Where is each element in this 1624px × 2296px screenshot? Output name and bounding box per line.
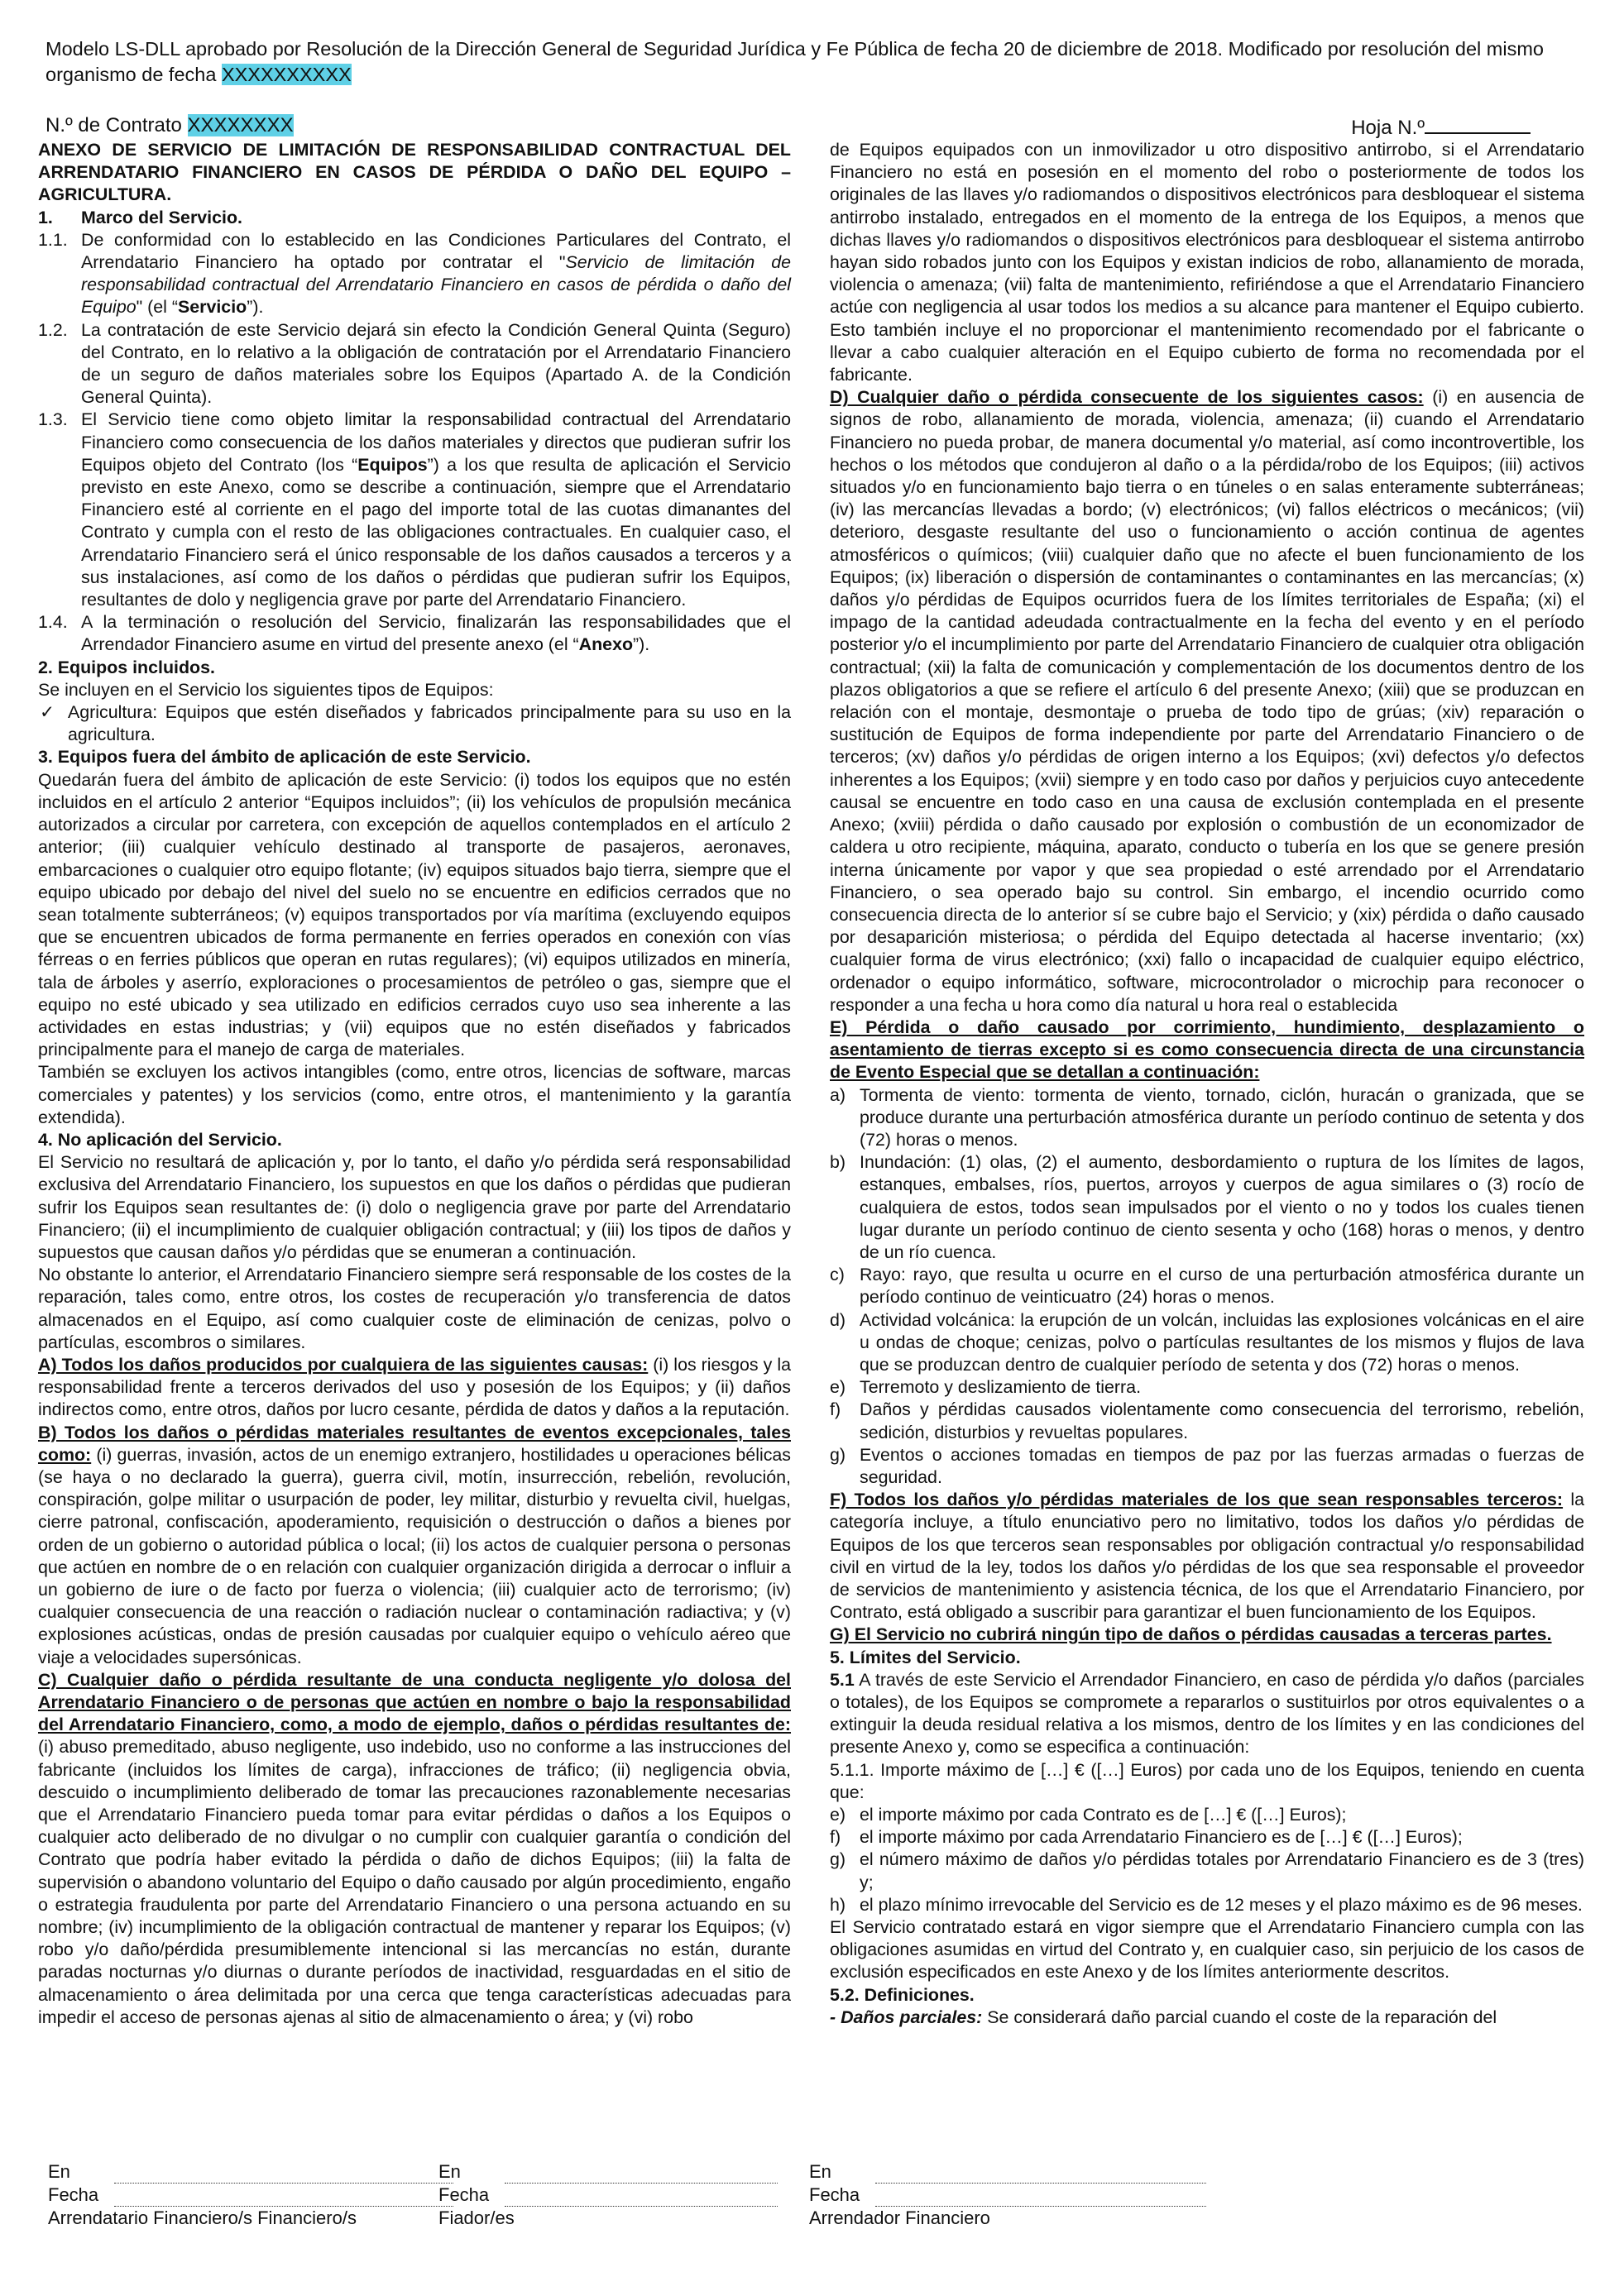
exclusion-heading: F) Todos los daños y/o pérdidas materiales de los que sean responsables terceros: [830, 1490, 1564, 1510]
exclusion-heading: D) Cualquier daño o pérdida consecuente de los siguientes casos: [830, 387, 1424, 408]
list-item [830, 1444, 1584, 1489]
signatory-role: Arrendador Financiero [809, 2208, 990, 2228]
clause-text: A la terminación o resolución del Servicio, finalizarán las responsabilidades que el Arrendador Financiero asume en virtud del presente anexo (el “Anexo”). [81, 612, 791, 655]
definition-partial-damage: - Daños parciales: Se considerará daño parcial cuando el coste de la reparación del [830, 2007, 1497, 2027]
clause-1-4 [38, 611, 791, 656]
clause-text: El Servicio tiene como objeto limitar la responsabilidad contractual del Arrendatario Financiero como consecuencia de los daños materiales y directos que pudieran sufrir los Equipos objeto del Contrato (los “Equipos”) a los que resulta de aplicación el Servicio previsto en este Anexo, como se describe a continuación, siempre que el Arrendatario Financiero esté al corriente en el pago del importe total de las cuotas dimanantes del Contrato y cumpla con el resto de las obligaciones contractuales. En cualquier caso, el Arrendatario Financiero será el único responsable de los daños causados a terceros y a sus instalaciones, así como de los daños o pérdidas que pudieran sufrir los Equipos, resultantes de dolo y negligencia grave por parte del Arrendatario Financiero. [81, 409, 791, 610]
section-3-heading: 3. Equipos fuera del ámbito de aplicación de este Servicio. [38, 747, 531, 768]
section-5-heading: 5. Límites del Servicio. [830, 1647, 1021, 1667]
sheet-number [1351, 114, 1531, 140]
clause-1-3 [38, 409, 791, 611]
list-item-marker: g) [830, 1849, 846, 1870]
exclusion-c: C) Cualquier daño o pérdida resultante de una conducta negligente y/o dolosa del Arrendatario Financiero o de personas que actúen en nombre o bajo la responsabilidad del Arrendatario Financiero, como, a modo de ejemplo, daños o pérdidas resultantes de: (i) abuso premeditado, abuso negligente, uso indebido, uso no conforme a las instrucciones del fabricante (incluidos los límites de carga), infracciones de tráfico; (ii) negligencia obvia, descuido o incumplimiento deliberado de tomar las precauciones razonablemente necesarias que el Arrendatario Financiero pueda tomar para evitar pérdidas o daños a los Equipos o cualquier acto deliberado de no divulgar o no cumplir con cualquier garantía o condición del Contrato que podría haber evitado la pérdida o daño de dichos Equipos; (iii) la falta de supervisión o abandono voluntario del Equipo o daño causado por algún procedimiento, engaño o estrategia fraudulenta por parte del Arrendatario Financiero o una persona actuando en su nombre; (iv) incumplimiento de la obligación contractual de mantener y reparar los Equipos; (v) robo y/o daño/pérdida presumiblemente intencional si las mercancías no están, durante paradas nocturnas y/o diurnas o durante períodos de inactividad, resguardadas en el sitio de almacenamiento o área delimitada por una cerca que tenga características adecuadas para impedir el acceso de personas ajenas al sitio de almacenamiento o área; y (vi) robo [38, 1669, 791, 2027]
signature-block-lessor [809, 2160, 1206, 2230]
signature-block-lessee [48, 2160, 453, 2230]
header-date-placeholder: XXXXXXXXXX [221, 64, 352, 85]
list-item-marker: a) [830, 1084, 846, 1105]
place-field[interactable] [505, 2171, 778, 2184]
limits-list [830, 1804, 1584, 1916]
list-item-marker: e) [830, 1805, 846, 1825]
section-4-paragraph: El Servicio no resultará de aplicación y, por lo tanto, el daño y/o pérdida será responsabilidad exclusiva del Arrendatario Financiero, los supuestos en que los daños o pérdidas que pudieran sufrir los Equipos sean resultantes de: (i) dolo o negligencia grave por parte del Arrendatario Financiero; (ii) el incumplimiento de cualquier obligación contractual; y (iii) los tipos de daños y supuestos que causan daños y/o pérdidas que se enumeran a continuación. [38, 1152, 791, 1262]
list-item-marker: b) [830, 1152, 846, 1173]
date-label: Fecha [438, 2184, 490, 2205]
list-item [830, 1264, 1584, 1308]
checkmark-icon: ✓ [40, 702, 55, 723]
exclusion-heading: B) Todos los daños o pérdidas materiales resultantes de eventos excepcionales, tales como: [38, 1422, 791, 1465]
clause-5-1-1: 5.1.1. Importe máximo de […] € ([…] Euros) por cada uno de los Equipos, teniendo en cuenta que: [830, 1759, 1584, 1802]
list-item-marker: g) [830, 1444, 846, 1465]
list-item-text: Agricultura: Equipos que estén diseñados y fabricados principalmente para su uso en la agricultura. [68, 702, 791, 745]
list-item-text: Inundación: (1) olas, (2) el aumento, desbordamiento o ruptura de los límites de lagos, estanques, embalses, ríos, puertos, arroyos y cuerpos de agua similares o (3) rocío de cualquiera de estos, todos sean impulsados por el viento o no y todos los cuales tienen lugar durante un período continuo de ciento sesenta y ocho (168) horas o menos, y dentro de un río cuenca. [860, 1152, 1584, 1262]
definitions-heading: 5.2. Definiciones. [830, 1984, 975, 2005]
list-item [830, 1804, 1584, 1826]
place-label: En [438, 2161, 461, 2182]
signatory-role: Arrendatario Financiero/s Financiero/s [48, 2208, 357, 2228]
sheet-label: Hoja N.º [1351, 117, 1425, 139]
list-item [830, 1399, 1584, 1443]
section-5-paragraph: El Servicio contratado estará en vigor siempre que el Arrendatario Financiero cumpla con las obligaciones asumidas en virtud del Contrato y, en cualquier caso, sin perjuicio de los casos de exclusión especificados en este Anexo y de los límites anteriormente descritos. [830, 1917, 1584, 1983]
list-item-marker: c) [830, 1265, 845, 1285]
section-4-heading: 4. No aplicación del Servicio. [38, 1129, 282, 1150]
section-2-intro: Se incluyen en el Servicio los siguientes tipos de Equipos: [38, 679, 494, 700]
list-item [830, 1849, 1584, 1893]
section-1-heading [38, 207, 791, 229]
date-field[interactable] [505, 2194, 778, 2207]
annex-title: ANEXO DE SERVICIO DE LIMITACIÓN DE RESPONSABILIDAD CONTRACTUAL DEL ARRENDATARIO FINANCIERO EN CASOS DE PÉRDIDA O DAÑO DEL EQUIPO – AGRICULTURA. [38, 140, 791, 205]
list-item-text: el importe máximo por cada Arrendatario Financiero es de […] € ([…] Euros); [860, 1827, 1463, 1848]
list-item-text: Daños y pérdidas causados violentamente como consecuencia del terrorismo, rebelión, sedición, disturbios y revueltas populares. [860, 1399, 1584, 1442]
exclusion-heading: C) Cualquier daño o pérdida resultante de una conducta negligente y/o dolosa del Arrendatario Financiero o de personas que actúen en nombre o bajo la responsabilidad del Arrendatario Financiero, como, a modo de ejemplo, daños o pérdidas resultantes de: [38, 1669, 791, 1735]
contract-number [46, 114, 294, 137]
clause-number: 1.1. [38, 229, 68, 250]
clause-1-2 [38, 319, 791, 409]
clause-number: 1.2. [38, 319, 68, 340]
clause-text: La contratación de este Servicio dejará sin efecto la Condición General Quinta (Seguro) del Contrato, en lo relativo a la obligación de contratación por el Arrendatario Financiero de un seguro de daños materiales sobre los Equipos (Apartado A. de la Condición General Quinta). [81, 319, 791, 408]
date-label: Fecha [809, 2184, 860, 2205]
clause-5-1: 5.1 A través de este Servicio el Arrendador Financiero, en caso de pérdida y/o daños (parciales o totales), de los Equipos se compromete a repararlos o sustituirlos por otros equivalentes o a extinguir la deuda residual relativa a los mismos, dentro de los límites y en las condiciones del presente Anexo y, como se especifica a continuación: [830, 1669, 1584, 1758]
date-field[interactable] [114, 2194, 453, 2207]
section-2-heading: 2. Equipos incluidos. [38, 657, 215, 677]
list-item [830, 1084, 1584, 1152]
section-4-paragraph: No obstante lo anterior, el Arrendatario Financiero siempre será responsable de los costes de la reparación, tales como, entre otros, los costes de recuperación y/o transferencia de datos almacenados en el Equipo, así como cualquier coste de eliminación de cenizas, polvo o partículas, escombros o similares. [38, 1265, 791, 1352]
section-number: 1. [38, 207, 53, 227]
list-item-text: Rayo: rayo, que resulta u ocurre en el curso de una perturbación atmosférica durante un período continuo de veinticuatro (24) horas o menos. [860, 1265, 1584, 1308]
list-item-marker: f) [830, 1399, 841, 1420]
section-3-paragraph: También se excluyen los activos intangibles (como, entre otros, licencias de software, marcas comerciales y patentes) y los servicios (como, entre otros, el mantenimiento y la garantía extendida). [38, 1062, 791, 1127]
special-events-list [830, 1084, 1584, 1490]
list-item-text: Actividad volcánica: la erupción de un volcán, incluidas las explosiones volcánicas en el aire u ondas de choque; cenizas, polvo o partículas resultantes de los mismos y flujos de lava que se produzcan dentro de cualquier período de setenta y dos (72) horas o menos. [860, 1309, 1584, 1375]
list-item-text: el plazo mínimo irrevocable del Servicio es de 12 meses y el plazo máximo es de 96 meses. [860, 1894, 1583, 1915]
clause-text: De conformidad con lo establecido en las Condiciones Particulares del Contrato, el Arrendatario Financiero ha optado por contratar el "Servicio de limitación de responsabilidad contractual del Arrendatario Financiero en casos de pérdida o daño del Equipo" (el “Servicio”). [81, 229, 791, 318]
exclusion-g: G) El Servicio no cubrirá ningún tipo de daños o pérdidas causadas a terceras partes. [830, 1624, 1552, 1645]
place-label: En [48, 2161, 70, 2182]
place-field[interactable] [875, 2171, 1206, 2184]
clause-number: 1.4. [38, 612, 68, 633]
list-item [830, 1826, 1584, 1849]
list-item [830, 1376, 1584, 1399]
clause-1-1 [38, 229, 791, 319]
exclusion-e-heading: E) Pérdida o daño causado por corrimiento, hundimiento, desplazamiento o asentamiento de tierras excepto si es como consecuencia directa de una circunstancia de Evento Especial que se detallan a continuación: [830, 1016, 1584, 1083]
exclusion-f: F) Todos los daños y/o pérdidas materiales de los que sean responsables terceros: la categoría incluye, a título enunciativo pero no limitativo, todos los daños y/o pérdidas de Equipos de los que terceros sean responsables por obligación contractual y/o responsabilidad civil en virtud de la ley, todos los daños y/o pérdidas de los que sea responsable el proveedor de servicios de mantenimiento y asistencia técnica, de los que el Arrendatario Financiero, por Contrato, está obligado a suscribir para garantizar el buen funcionamiento de los Equipos. [830, 1490, 1584, 1623]
section-title: Marco del Servicio. [81, 207, 242, 227]
contract-value: XXXXXXXX [187, 114, 294, 136]
list-item [830, 1894, 1584, 1916]
list-item-marker: f) [830, 1827, 841, 1848]
signatory-role: Fiador/es [438, 2208, 515, 2228]
list-item-marker: d) [830, 1309, 846, 1330]
sheet-number-blank [1425, 114, 1531, 134]
list-item-text: Terremoto y deslizamiento de tierra. [860, 1377, 1142, 1398]
list-item-text: Eventos o acciones tomadas en tiempos de paz por las fuerzas armadas o fuerzas de seguridad. [860, 1444, 1584, 1487]
list-item-text: Tormenta de viento: tormenta de viento, tornado, ciclón, huracán o granizada, que se produce durante una perturbación atmosférica durante un período continuo de setenta y dos (72) horas o menos. [860, 1084, 1584, 1150]
signature-block-guarantor [438, 2160, 778, 2230]
date-field[interactable] [875, 2194, 1206, 2207]
list-item-text: el número máximo de daños y/o pérdidas totales por Arrendatario Financiero es de 3 (tres) y; [860, 1849, 1584, 1892]
list-item-text: el importe máximo por cada Contrato es de […] € ([…] Euros); [860, 1805, 1347, 1825]
right-column [830, 139, 1584, 2029]
exclusion-b: B) Todos los daños o pérdidas materiales resultantes de eventos excepcionales, tales como: (i) guerras, invasión, actos de un enemigo extranjero, hostilidades u operaciones bélicas (se haya o no declarado la guerra), guerra civil, motín, insurrección, rebelión, revolución, conspiración, golpe militar o usurpación de poder, ley militar, disturbio y revuelta civil, huelgas, cierre patronal, confiscación, apoderamiento, requisición o destrucción o daños a bienes por orden de un gobierno o autoridad pública o local; (ii) los actos de cualquier persona o personas que actúen en nombre de o en relación con cualquier organización dirigida a derrocar o influir a un gobierno de iure o de facto por fuerza o violencia; (iii) cualquier acto de terrorismo; (iv) cualquier consecuencia de una reacción o radiación nuclear o contaminación radiactiva; y (v) explosiones acústicas, ondas de presión causadas por cualquier equipo o vehículo aéreo que viaje a velocidades supersónicas. [38, 1422, 791, 1667]
included-equipment-item [38, 701, 791, 746]
clause-number: 1.3. [38, 409, 68, 430]
definition-term: - Daños parciales: [830, 2007, 983, 2027]
list-item [830, 1309, 1584, 1377]
list-item-marker: e) [830, 1377, 846, 1398]
date-label: Fecha [48, 2184, 99, 2205]
list-item [830, 1151, 1584, 1264]
exclusion-heading: A) Todos los daños producidos por cualquiera de las siguientes causas: [38, 1354, 649, 1375]
section-3-paragraph: Quedarán fuera del ámbito de aplicación de este Servicio: (i) todos los equipos que no estén incluidos en el artículo 2 anterior “Equipos incluidos”; (ii) los vehículos de propulsión mecánica autorizados a circular por carretera, con excepción de aquellos contemplados en el artículo 2 anterior; (iii) cualquier vehículo destinado al transporte de pasajeros, aeronaves, embarcaciones o cualquier otro equipo flotante; (iv) equipos situados bajo tierra, siempre que el equipo ubicado por debajo del nivel del suelo no se encuentre en edificios cerrados que no sean totalmente subterráneos; (v) equipos transportados por vía marítima (excluyendo equipos que se encuentren ubicados de forma permanente en ferries operados en conexión con vías férreas o en ferries públicos que operan en rutas regulares); (vi) equipos utilizados en minería, tala de árboles y aserrío, exploraciones o procesamientos de petróleo o gas, siempre que el equipo no esté ubicado y sea utilizado en edificios cerrados cuyo uso sea inherente a las actividades en estas industrias; y (vii) equipos que no estén diseñados y fabricados principalmente para el manejo de carga de materiales. [38, 769, 791, 1060]
exclusion-d: D) Cualquier daño o pérdida consecuente de los siguientes casos: (i) en ausencia de signos de robo, allanamiento de morada, violencia, amenaza; (ii) cuando el Arrendatario Financiero no pueda probar, de manera documental y/o material, así como incontrovertible, los hechos o los métodos que condujeron al daño o a la pérdida/robo de los Equipos; (iii) activos situados y/o en funcionamiento bajo tierra o en túneles o en salas enteramente subterráneas; (iv) las mercancías llevadas a bordo; (v) electrónicos; (vi) fallos eléctricos o mecánicos; (vii) deterioro, desgaste resultante del uso o funcionamiento o acción continua de agentes atmosféricos o químicos; (viii) cualquier daño que no afecte el buen funcionamiento de los Equipos; (ix) liberación o dispersión de contaminantes o contaminantes en las mercancías; (x) daños y/o pérdidas de Equipos ocurridos fuera de los límites territoriales de España; (xi) el impago de la cantidad adeudada contractualmente en la fecha del evento y en el período posterior y/o el incumplimiento por parte del Arrendatario Financiero de cualquier otra obligación contractual; (xii) la falta de comunicación y complementación de los documentos dentro de los plazos obligatorios a que se refiere el artículo 6 del presente Anexo; (xiii) que se produzcan en relación con el montaje, desmontaje o prueba de todo tipo de grúas; (xiv) reparación o sustitución de Equipos de forma independiente por parte del Arrendatario Financiero o de terceros; (xv) daños y/o pérdidas de origen interno a los Equipos; (xvi) defectos y/o defectos inherentes a los Equipos; (xvii) siempre y en todo caso por daños y perjuicios cuyo antecedente causal se encuentre en todo caso en una causa de exclusión contemplada en el presente Anexo; (xviii) pérdida o daño causado por explosión o combustión de un economizador de caldera u otro recipiente, máquina, aparato, conducto o tubería en los que se genere presión interna únicamente por vapor y que sea propiedad o esté arrendado por el Arrendatario Financiero, o sea operado bajo su control. Sin embargo, el incendio ocurrido como consecuencia directa de lo anterior sí se cubre bajo el Servicio; y (xix) pérdida o daño causado por desaparición misteriosa; o pérdida del Equipo detectada al hacerse inventario; (xx) cualquier forma de virus electrónico; (xxi) fallo o incapacidad de cualquier equipo eléctrico, ordenador o equipo informático, software, microcontrolador o microchip para reconocer o responder a una fecha u hora como día natural u hora real o establecida [830, 387, 1584, 1015]
contract-label: N.º de Contrato [46, 114, 188, 136]
left-column [38, 139, 791, 2029]
document-header [46, 36, 1568, 88]
exclusion-c-continued: de Equipos equipados con un inmovilizador u otro dispositivo antirrobo, si el Arrendatario Financiero no está en posesión en el momento del robo o posteriormente de todos los originales de las llaves y/o radiomandos o dispositivos electrónicos para desbloquear el sistema antirrobo instalado, entregados en el momento de la entrega de los Equipos, a menos que dichas llaves y/o radiomandos o dispositivos electrónicos para desbloquear el sistema antirrobo hayan sido robados junto con los Equipos y existan indicios de robo, allanamiento de morada, violencia o amenaza; (vii) falta de mantenimiento, refiriéndose a que el Arrendatario Financiero actúe con negligencia al usar todos los medios a su alcance para mantener el Equipo cubierto. Esto también incluye el no proporcionar el mantenimiento recomendado por el fabricante o llevar a cabo cualquier alteración en el Equipo cubierto de forma no recomendada por el fabricante. [830, 140, 1584, 385]
place-field[interactable] [114, 2171, 453, 2184]
place-label: En [809, 2161, 831, 2182]
header-text: Modelo LS-DLL aprobado por Resolución de la Dirección General de Seguridad Jurídica y Fe Pública de fecha 20 de diciembre de 2018. Modificado por resolución del mismo organismo de fecha [46, 38, 1544, 85]
list-item-marker: h) [830, 1894, 846, 1915]
exclusion-a: A) Todos los daños producidos por cualquiera de las siguientes causas: (i) los riesgos y la responsabilidad frente a terceros derivados del uso y posesión de los Equipos; y (ii) daños indirectos como, entre otros, daños por lucro cesante, pérdida de datos y daños a la reputación. [38, 1354, 792, 1420]
